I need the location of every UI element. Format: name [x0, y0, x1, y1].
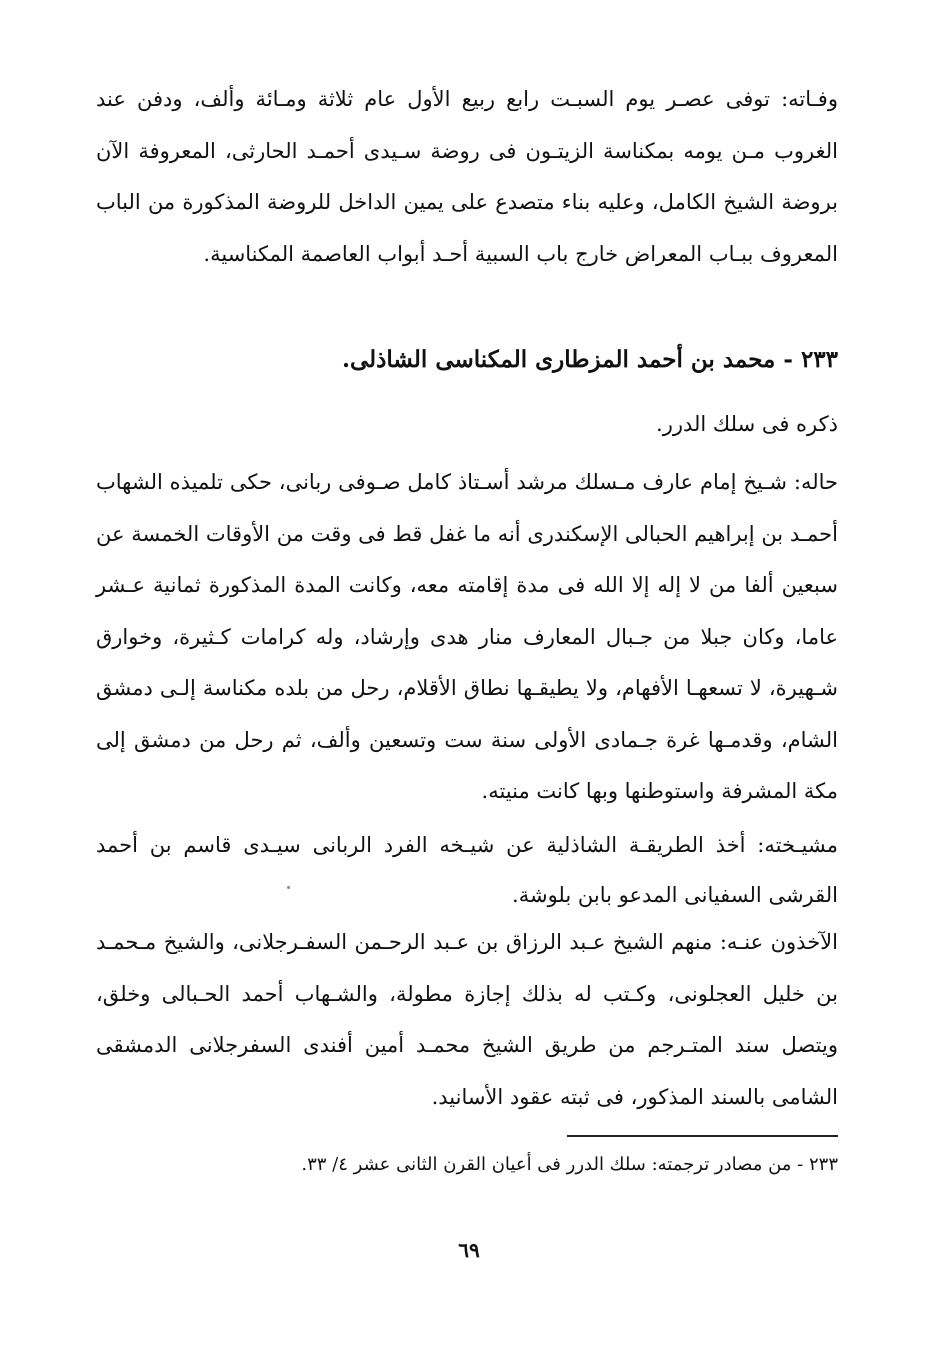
page-number: ٦٩ [458, 1238, 480, 1262]
students-paragraph: الآخذون عنـه: منهم الشيخ عـبد الرزاق بن عـبد الرحـمن السفـرجلانى، والشيخ مـحمـد بن خليل العجلونى، وكـتب له بذلك إجازة مطولة، والشـهاب أحمد الحـبالى وخلق، ويتصل سند المتـرجم من طريق الشيخ محمـد أمين أفندى السفرجلانى الدمشقى الشامى بالسند المذكور، فى ثبته عقود الأسانيد. [96, 930, 838, 1109]
entry-heading: ٢٣٣ - محمد بن أحمد المزطارى المكناسى الشاذلى. [341, 346, 838, 373]
shaykhs-paragraph: مشيـخته: أخذ الطريقـة الشاذلية عن شيـخه الفرد الربانى سيـدى قاسم بن أحمد القرشى السفيانى المدعو بابن بلوشة. [96, 833, 838, 907]
death-paragraph: وفـاته: توفى عصـر يوم السبـت رابع ربيع الأول عام ثلاثة ومـائة وألف، ودفن عند الغروب مـن يومه بمكناسة الزيتـون فى روضة سـيدى أحمـد الحارثى، المعروفة الآن بروضة الشيخ الكامل، وعليه بناء متصدع على يمين الداخل للروضة المذكورة من الباب المعروف ببـاب المعراض خارج باب السبية أحـد أبواب العاصمة المكناسية. [96, 87, 838, 266]
speck-mark [287, 886, 290, 889]
footnote: ٢٣٣ - من مصادر ترجمته: سلك الدرر فى أعيان القرن الثانى عشر ٤/ ٣٣. [301, 1154, 838, 1175]
footnote-divider [567, 1135, 838, 1137]
state-paragraph: حاله: شـيخ إمام عارف مـسلك مرشد أسـتاذ كامل صـوفى ربانى، حكى تلميذه الشهاب أحمـد بن إبراهيم الحبالى الإسكندرى أنه ما غفل قط فى وقت من الأوقات الخمسة عن سبعين ألفا من لا إله إلا الله فى مدة إقامته معه، وكانت المدة المذكورة ثمانية عـشر عاما، وكان جبلا من جـبال المعارف منار هدى وإرشاد، وله كرامات كـثيرة، وخوارق شـهيرة، لا تسعهـا الأفهام، ولا يطيقـها نطاق الأقلام، رحل من بلده مكناسة إلـى دمشق الشام، وقدمـها غرة جـمادى الأولى سنة ست وتسعين وألف، ثم رحل من دمشق إلى مكة المشرفة واستوطنها وبها كانت منيته. [96, 470, 838, 803]
source-paragraph: ذكره فى سلك الدرر. [656, 412, 838, 436]
